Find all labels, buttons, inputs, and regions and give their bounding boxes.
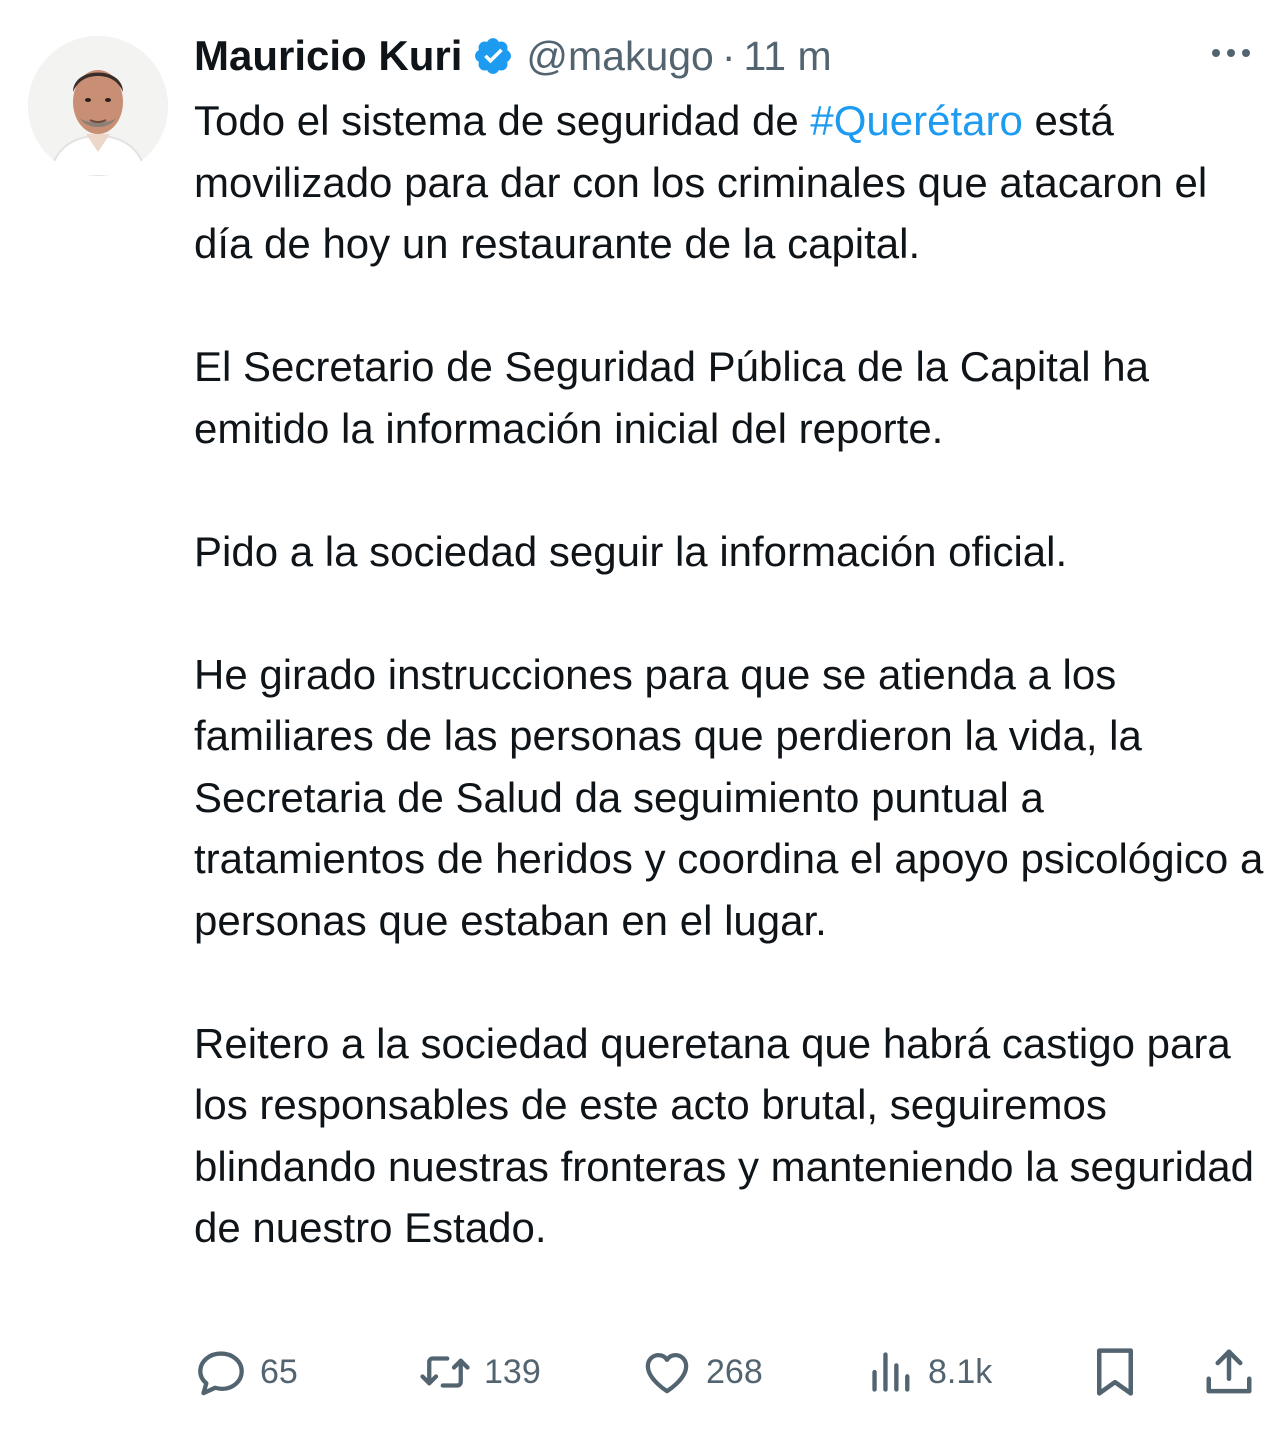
tweet-paragraph-5: Reitero a la sociedad queretana que habrá castigo para los responsables de este acto brutal, seguiremos blindando nuestras fronteras y manteniendo la seguridad de nuestro Estado. xyxy=(194,1019,1255,1251)
bookmark-icon xyxy=(1092,1345,1138,1399)
avatar-photo xyxy=(28,36,168,176)
author-handle[interactable]: @makugo xyxy=(526,32,714,79)
views-button[interactable] xyxy=(868,1340,992,1404)
share-button[interactable] xyxy=(1204,1340,1254,1404)
tweet-paragraph-1 xyxy=(194,90,1269,275)
action-bar xyxy=(0,1340,1284,1404)
timestamp[interactable]: 11 m xyxy=(743,32,832,79)
verified-badge-icon xyxy=(472,35,514,77)
tweet-header xyxy=(194,26,832,86)
heart-icon xyxy=(640,1345,694,1399)
avatar[interactable] xyxy=(28,36,168,176)
bookmark-button[interactable] xyxy=(1092,1340,1138,1404)
reply-count: 65 xyxy=(260,1352,298,1391)
tweet-paragraph-2: El Secretario de Seguridad Pública de la Capital ha emitido la información inicial del reporte. xyxy=(194,343,1149,452)
retweet-button[interactable] xyxy=(418,1340,541,1404)
separator-dot: · xyxy=(721,32,736,79)
tweet-paragraph-4: He girado instrucciones para que se atienda a los familiares de las personas que perdieron la vida, la Secretaria de Salud da seguimiento puntual a tratamientos de heridos y coordina el apoyo psicológico a personas que estaban en el lugar. xyxy=(194,650,1264,944)
author-name[interactable]: Mauricio Kuri xyxy=(194,32,463,79)
retweet-count: 139 xyxy=(484,1352,541,1391)
like-button[interactable] xyxy=(640,1340,763,1404)
reply-icon xyxy=(194,1345,248,1399)
share-icon xyxy=(1204,1345,1254,1399)
tweet-text-segment: está movilizado para dar con los criminales que atacaron el día de hoy un restaurante de la capital. xyxy=(194,97,1208,267)
tweet-text-segment: Todo el sistema de seguridad de xyxy=(194,97,811,144)
tweet-text xyxy=(194,90,1269,1259)
tweet-paragraph-3: Pido a la sociedad seguir la información oficial. xyxy=(194,527,1068,575)
views-icon xyxy=(868,1345,916,1399)
views-count: 8.1k xyxy=(928,1352,993,1391)
reply-button[interactable] xyxy=(194,1340,298,1404)
like-count: 268 xyxy=(706,1352,763,1391)
hashtag-link[interactable]: #Querétaro xyxy=(810,97,1023,144)
more-icon[interactable] xyxy=(1208,38,1254,68)
retweet-icon xyxy=(418,1345,472,1399)
